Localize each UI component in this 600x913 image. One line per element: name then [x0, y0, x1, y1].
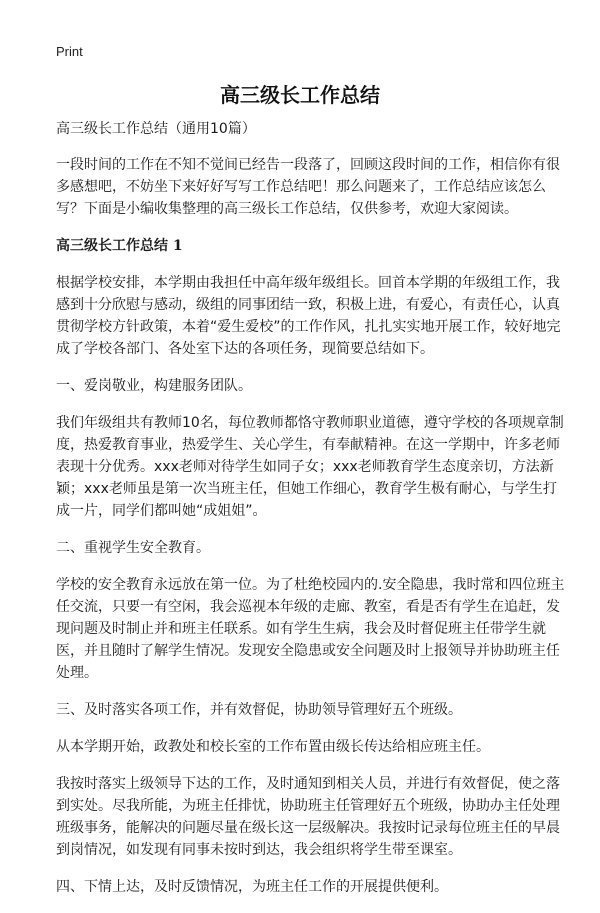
intro-paragraph: 一段时间的工作在不知不觉间已经告一段落了，回顾这段时间的工作，相信你有很多感想吧，不妨坐下来好好写写工作总结吧！那么问题来了，工作总结应该怎么写？下面是小编收集整理的高三级长工作总结，仅供参考，欢迎大家阅读。: [56, 157, 560, 217]
point-heading-1: 一、爱岗敬业，构建服务团队。: [56, 378, 252, 394]
section-heading: 高三级长工作总结 1: [56, 238, 183, 254]
document-subtitle: 高三级长工作总结（通用10篇）: [56, 121, 256, 137]
point-heading-2: 二、重视学生安全教育。: [56, 540, 210, 556]
document-body: [56, 118, 566, 913]
paragraph-safety: 学校的安全教育永远放在第一位。为了杜绝校园内的.安全隐患，我时常和四位班主任交流，只要一有空闲，我会巡视本年级的走廊、教室，看是否有学生在追赶，发现问题及时制止并和班主任联系。如有学生生病，我会及时督促班主任带学生就医，并且随时了解学生情况。发现安全隐患或安全问题及时上报领导并协助班主任处理。: [56, 577, 565, 681]
print-link[interactable]: Print: [56, 44, 83, 59]
paragraph-start: 从本学期开始，政教处和校长室的工作布置由级长传达给相应班主任。: [56, 739, 490, 755]
page-title: 高三级长工作总结: [220, 83, 380, 107]
point-heading-4: 四、下情上达，及时反馈情况，为班主任工作的开展提供便利。: [56, 879, 448, 895]
paragraph-team: 我们年级组共有教师10名，每位教师都恪守教师职业道德，遵守学校的各项规章制度，热爱教育事业，热爱学生、关心学生，有奉献精神。在这一学期中，许多老师表现十分优秀。xxx老师对待学生如同子女；xxx老师教育学生态度亲切，方法新颖；xxx老师虽是第一次当班主任，但她工作细心，教育学生极有耐心，与学生打成一片，同学们都叫她“成姐姐”。: [56, 415, 564, 519]
paragraph-overview: 根据学校安排，本学期由我担任中高年级年级组长。回首本学期的年级组工作，我感到十分欣慰与感动，级组的同事团结一致，积极上进，有爱心，有责任心，认真贯彻学校方针政策，本着“爱生爱校”的工作作风，扎扎实实地开展工作，较好地完成了学校各部门、各处室下达的各项任务，现简要总结如下。: [56, 275, 561, 357]
point-heading-3: 三、及时落实各项工作，并有效督促，协助领导管理好五个班级。: [56, 702, 462, 718]
paragraph-implementation: 我按时落实上级领导下达的工作，及时通知到相关人员，并进行有效督促，使之落到实处。尽我所能，为班主任排忧，协助班主任管理好五个班级，协助办主任处理班级事务，能解决的问题尽量在级长这一层级解决。我按时记录每位班主任的早晨到岗情况，如发现有同事未按时到达，我会组织将学生带至课室。: [56, 776, 560, 858]
